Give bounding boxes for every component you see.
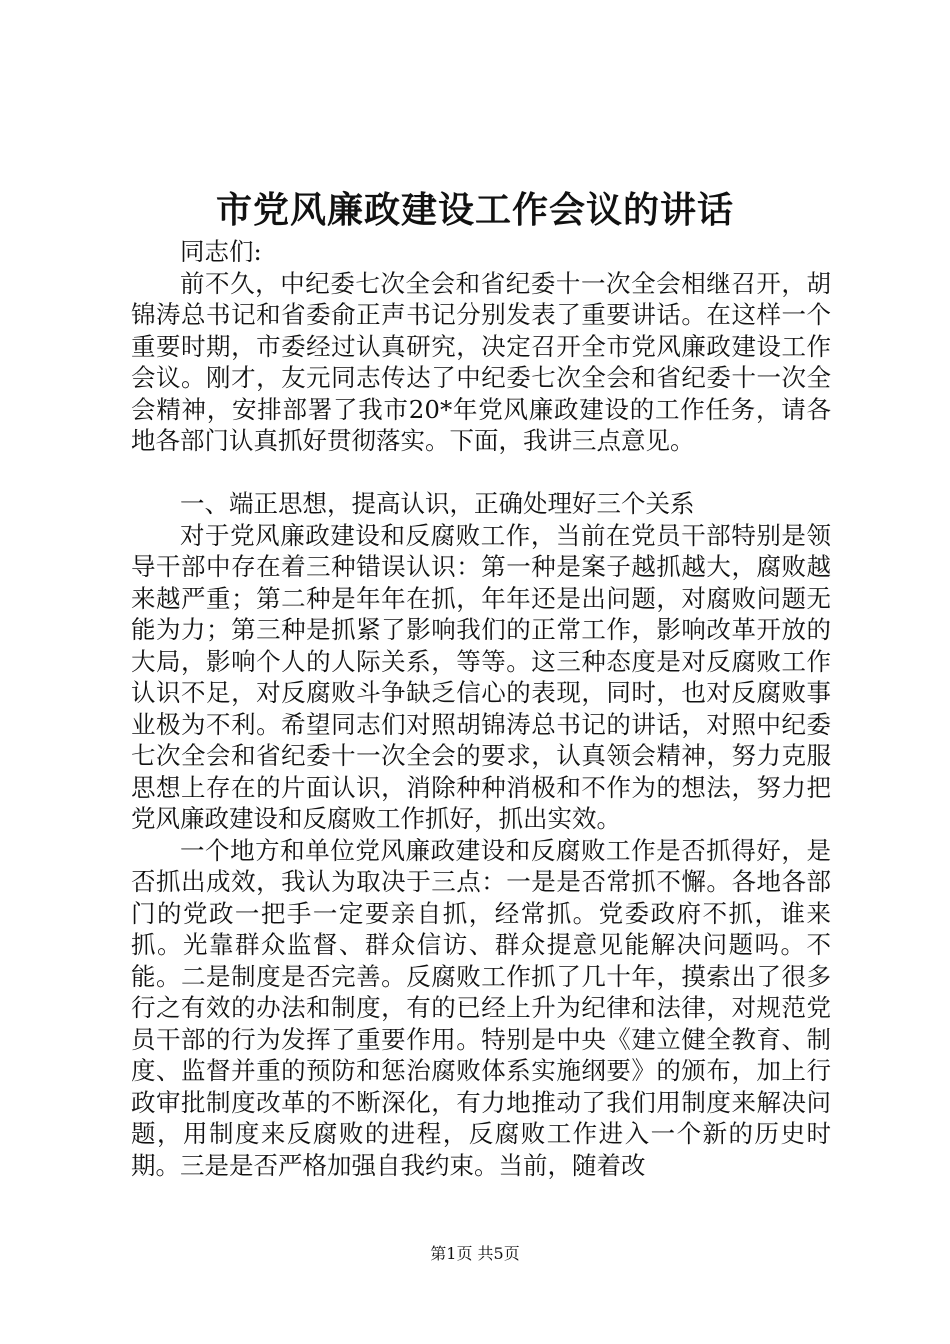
section-heading: 一、端正思想，提高认识，正确处理好三个关系 bbox=[180, 489, 695, 518]
page-footer bbox=[0, 1242, 950, 1266]
page-number: 第1页 bbox=[430, 1244, 473, 1263]
page-total: 共5页 bbox=[477, 1244, 520, 1263]
intro-paragraph: 前不久，中纪委七次全会和省纪委十一次全会相继召开，胡锦涛总书记和省委俞正声书记分别发表了重要讲话。在这样一个重要时期，市委经过认真研究，决定召开全市党风廉政建设工作会议。刚才，友元同志传达了中纪委七次全会和省纪委十一次全会精神，安排部署了我市20*年党风廉政建设的工作任务，请各地各部门认真抓好贯彻落实。下面，我讲三点意见。 bbox=[131, 268, 831, 455]
salutation: 同志们: bbox=[180, 237, 262, 266]
body-paragraph: 对于党风廉政建设和反腐败工作，当前在党员干部特别是领导干部中存在着三种错误认识：第一种是案子越抓越大，腐败越来越严重；第二种是年年在抓，年年还是出问题，对腐败问题无能为力；第三种是抓紧了影响我们的正常工作，影响改革开放的大局，影响个人的人际关系，等等。这三种态度是对反腐败工作认识不足，对反腐败斗争缺乏信心的表现，同时，也对反腐败事业极为不利。希望同志们对照胡锦涛总书记的讲话，对照中纪委七次全会和省纪委十一次全会的要求，认真领会精神，努力克服思想上存在的片面认识，消除种种消极和不作为的想法，努力把党风廉政建设和反腐败工作抓好，抓出实效。 bbox=[131, 520, 831, 833]
document-title: 市党风廉政建设工作会议的讲话 bbox=[215, 189, 734, 231]
body-paragraph: 一个地方和单位党风廉政建设和反腐败工作是否抓得好，是否抓出成效，我认为取决于三点：一是是否常抓不懈。各地各部门的党政一把手一定要亲自抓，经常抓。党委政府不抓，谁来抓。光靠群众监督、群众信访、群众提意见能解决问题吗。不能。二是制度是否完善。反腐败工作抓了几十年，摸索出了很多行之有效的办法和制度，有的已经上升为纪律和法律，对规范党员干部的行为发挥了重要作用。特别是中央《建立健全教育、制度、监督并重的预防和惩治腐败体系实施纲要》的颁布，加上行政审批制度改革的不断深化，有力地推动了我们用制度来解决问题，用制度来反腐败的进程，反腐败工作进入一个新的历史时期。三是是否严格加强自我约束。当前，随着改 bbox=[131, 835, 831, 1180]
document-body bbox=[131, 236, 831, 1181]
